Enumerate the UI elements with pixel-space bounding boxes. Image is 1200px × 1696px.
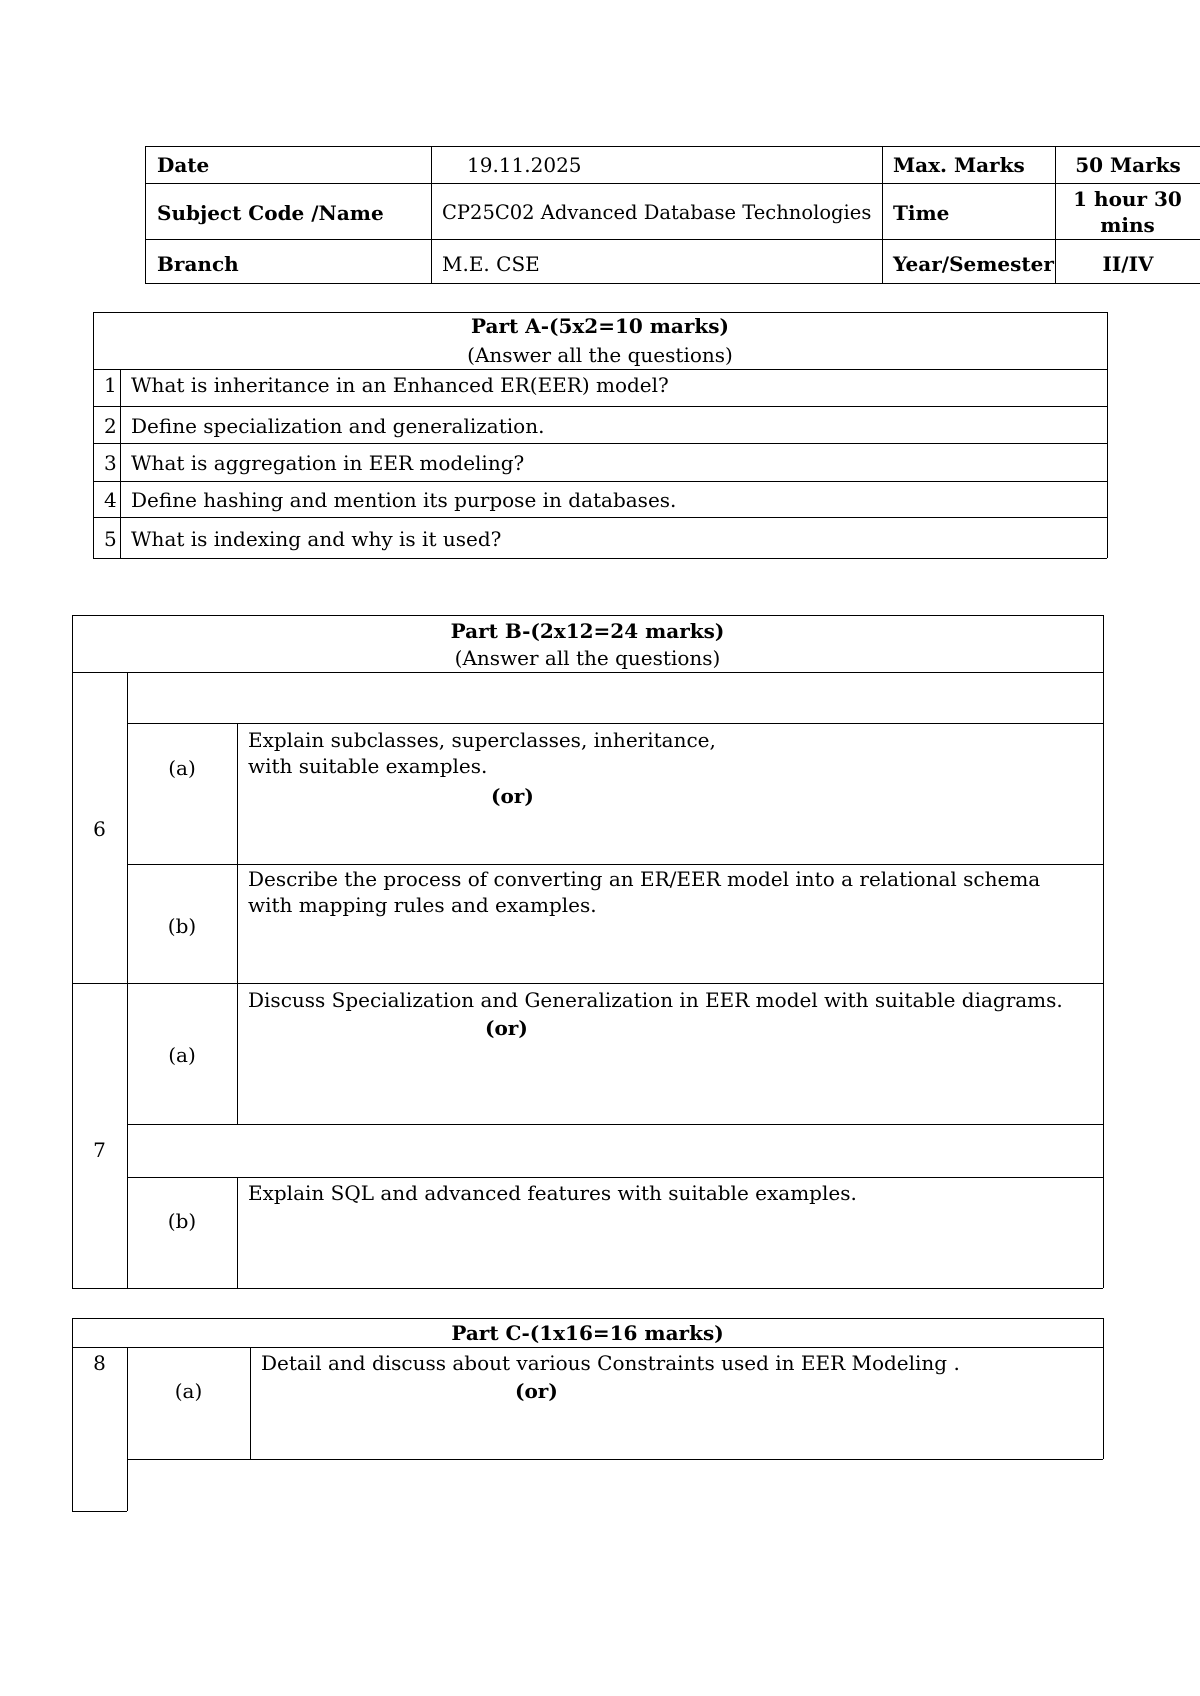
subject-value: CP25C02 Advanced Database Technologies — [442, 201, 872, 224]
q6b-label: (b) — [167, 914, 197, 938]
max-marks-label: Max. Marks — [893, 153, 1025, 177]
date-label: Date — [157, 153, 210, 177]
time-value: 1 hour 30 mins — [1073, 187, 1182, 237]
q7a-text: Discuss Specialization and Generalization in EER model with suitable diagrams. — [248, 988, 1063, 1012]
q8-number: 8 — [93, 1351, 106, 1375]
part-a-q2-number: 2 — [104, 414, 117, 438]
part-a-q1-text: What is inheritance in an Enhanced ER(EER) model? — [131, 373, 669, 397]
part-a-q4-text: Define hashing and mention its purpose in databases. — [131, 488, 677, 512]
part-a-subtitle: (Answer all the questions) — [467, 343, 733, 367]
part-a-q5-text: What is indexing and why is it used? — [131, 527, 502, 551]
q6a-text: Explain subclasses, superclasses, inheritance, with suitable examples. — [248, 728, 716, 778]
q8a-text: Detail and discuss about various Constraints used in EER Modeling . — [261, 1351, 960, 1375]
part-a-q3-text: What is aggregation in EER modeling? — [131, 451, 525, 475]
time-label: Time — [893, 201, 950, 225]
subject-label: Subject Code /Name — [157, 201, 384, 225]
q6a-label: (a) — [168, 756, 196, 780]
q7a-label: (a) — [168, 1043, 196, 1067]
q7-number: 7 — [93, 1138, 106, 1162]
part-a-q3-number: 3 — [104, 451, 117, 475]
part-a-q4-number: 4 — [104, 488, 117, 512]
year-semester-value: II/IV — [1102, 252, 1154, 276]
date-value: 19.11.2025 — [467, 153, 582, 177]
q7b-text: Explain SQL and advanced features with suitable examples. — [248, 1181, 857, 1205]
q7-or-label: (or) — [485, 1016, 528, 1040]
max-marks-value: 50 Marks — [1075, 153, 1181, 177]
part-b-title: Part B-(2x12=24 marks) — [450, 619, 725, 643]
q7b-label: (b) — [167, 1209, 197, 1233]
part-c-title: Part C-(1x16=16 marks) — [451, 1321, 724, 1345]
part-a-q1-number: 1 — [104, 373, 117, 397]
q8a-label: (a) — [174, 1379, 203, 1403]
part-a-title: Part A-(5x2=10 marks) — [470, 314, 730, 338]
q8-or-label: (or) — [515, 1379, 558, 1403]
part-a-q5-number: 5 — [104, 527, 117, 551]
q6-number: 6 — [93, 817, 106, 841]
part-b-subtitle: (Answer all the questions) — [454, 646, 721, 670]
year-semester-label: Year/Semester — [893, 252, 1054, 276]
branch-label: Branch — [157, 252, 239, 276]
q6-or-label: (or) — [491, 784, 534, 808]
q6b-text: Describe the process of converting an ER/EER model into a relational schema with mapping rules and examples. — [248, 867, 1041, 917]
branch-value: M.E. CSE — [442, 252, 540, 276]
part-a-q2-text: Define specialization and generalization. — [131, 414, 545, 438]
